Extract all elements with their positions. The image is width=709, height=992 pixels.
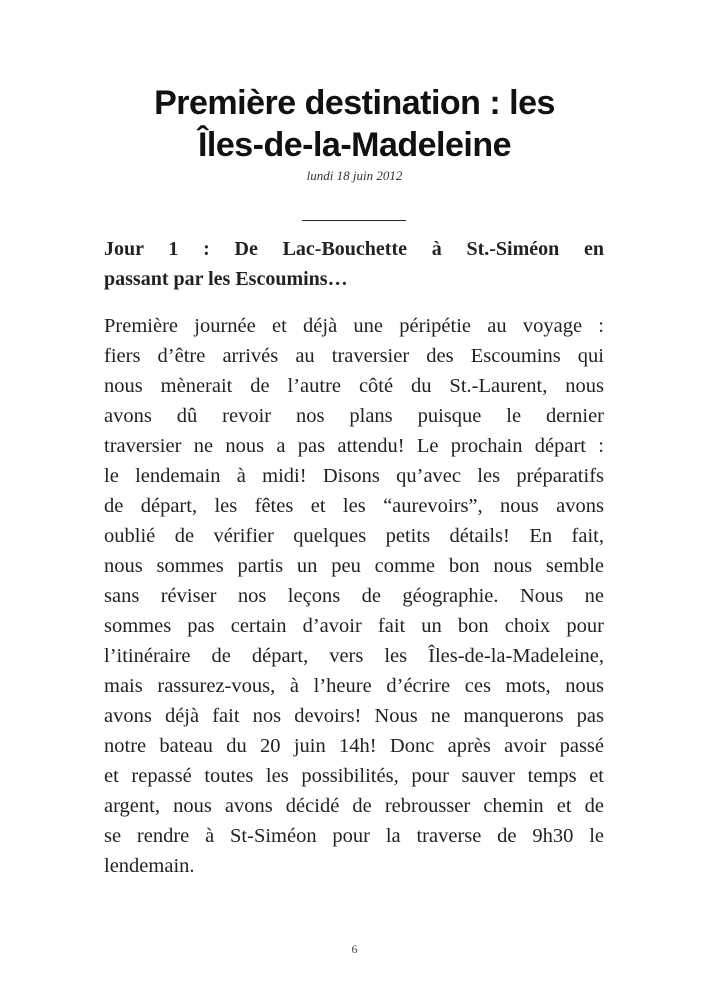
body-line: fiers d’être arrivés au traversier des Escoumins qui [104,345,604,367]
title-line: Première destination : les [154,84,555,122]
title-line: Îles-de-la-Madeleine [197,126,512,164]
body-line: lendemain. [104,855,195,877]
section-heading [104,234,604,294]
body-line: avons déjà fait nos devoirs! Nous ne manquerons pas [104,705,604,727]
body-line: oublié de vérifier quelques petits détails! En fait, [104,525,604,547]
body-line: l’itinéraire de départ, vers les Îles-de-la-Madeleine, [104,645,604,667]
body-line: avons dû revoir nos plans puisque le dernier [104,405,604,427]
body-line: le lendemain à midi! Disons qu’avec les préparatifs [104,465,604,487]
body-line: et repassé toutes les possibilités, pour sauver temps et [104,765,604,787]
page-title [0,82,709,166]
body-line: de départ, les fêtes et les “aurevoirs”, nous avons [104,495,604,517]
post-date: lundi 18 juin 2012 [306,168,403,183]
body-line: nous mènerait de l’autre côté du St.-Laurent, nous [104,375,604,397]
body-line: argent, nous avons décidé de rebrousser chemin et de [104,795,604,817]
body-line: sommes pas certain d’avoir fait un bon choix pour [104,615,604,637]
body-line: Première journée et déjà une péripétie au voyage : [104,315,604,337]
body-paragraph [104,311,604,881]
body-line: mais rassurez-vous, à l’heure d’écrire ces mots, nous [104,675,604,697]
section-heading-line: passant par les Escoumins… [104,268,348,290]
body-line: traversier ne nous a pas attendu! Le prochain départ : [104,435,604,457]
section-heading-line: Jour 1 : De Lac-Bouchette à St.-Siméon en [104,238,604,260]
section-divider [302,220,406,221]
page-number: 6 [351,942,358,956]
body-line: sans réviser nos leçons de géographie. Nous ne [104,585,604,607]
body-line: nous sommes partis un peu comme bon nous semble [104,555,604,577]
body-line: notre bateau du 20 juin 14h! Donc après avoir passé [104,735,604,757]
body-line: se rendre à St-Siméon pour la traverse de 9h30 le [104,825,604,847]
